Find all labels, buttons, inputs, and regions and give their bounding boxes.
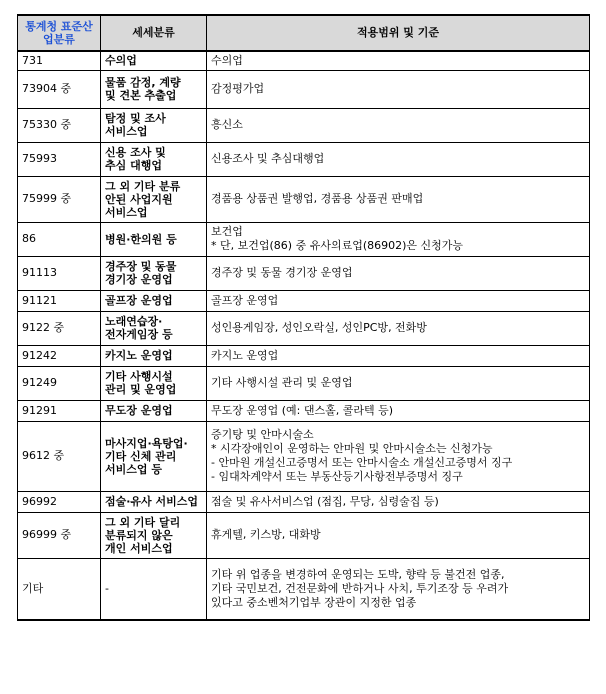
category-line: 서비스업 [105, 125, 148, 138]
scope-line: 골프장 운영업 [211, 293, 279, 307]
category-line: - [105, 581, 109, 595]
category-line: 기타 사행시설 [105, 370, 173, 383]
row-category [101, 290, 207, 311]
row-scope [207, 491, 590, 512]
row-category [101, 421, 207, 491]
row-category [101, 366, 207, 400]
table-body [18, 51, 590, 620]
scope-line: 기타 위 업종을 변경하여 운영되는 도박, 향락 등 불건전 업종, [211, 567, 505, 581]
scope-line: 신용조사 및 추심대행업 [211, 152, 325, 165]
table-row [18, 345, 590, 366]
scope-line: - 임대차계약서 또는 부동산등기사항전부증명서 징구 [211, 470, 463, 483]
category-line: 마사지업·욕탕업· [105, 436, 188, 450]
row-category [101, 491, 207, 512]
scope-line: 증기탕 및 안마시술소 [211, 428, 314, 441]
scope-line: 기타 사행시설 관리 및 운영업 [211, 376, 353, 389]
row-scope [207, 558, 590, 620]
row-scope [207, 512, 590, 558]
table-header [18, 15, 590, 51]
header-category: 세세분류 [101, 15, 207, 51]
row-code: 91249 [18, 366, 101, 400]
row-code: 91242 [18, 345, 101, 366]
row-scope [207, 366, 590, 400]
category-line: 수의업 [105, 54, 137, 68]
header-scope: 적용범위 및 기준 [207, 15, 590, 51]
table-row [18, 311, 590, 345]
row-code: 9122 중 [18, 311, 101, 345]
category-line: 전자게임장 등 [105, 328, 173, 341]
row-category [101, 222, 207, 256]
category-line: 서비스업 등 [105, 462, 162, 476]
category-line: 노래연습장· [105, 315, 163, 328]
category-line: 카지노 운영업 [105, 349, 173, 362]
table-row [18, 142, 590, 176]
scope-line: 경품용 상품권 발행업, 경품용 상품권 판매업 [211, 192, 424, 205]
scope-line: 카지노 운영업 [211, 348, 279, 362]
scope-line: 휴게텔, 키스방, 대화방 [211, 528, 321, 541]
row-scope [207, 142, 590, 176]
header-code: 통계청 표준산업분류 [18, 15, 101, 51]
row-category [101, 108, 207, 142]
row-scope [207, 70, 590, 108]
scope-line: 보건업 [211, 225, 243, 238]
category-line: 점술·유사 서비스업 [105, 495, 199, 508]
table-row [18, 558, 590, 620]
table-row [18, 366, 590, 400]
category-line: 그 외 기타 달리 [105, 515, 181, 529]
category-line: 병원·한의원 등 [105, 232, 177, 246]
table-row [18, 512, 590, 558]
table-row [18, 400, 590, 421]
row-category [101, 142, 207, 176]
category-line: 그 외 기타 분류 [105, 179, 181, 193]
row-category [101, 70, 207, 108]
scope-line: 경주장 및 동물 경기장 운영업 [211, 266, 353, 279]
table-row [18, 51, 590, 70]
table-row [18, 222, 590, 256]
scope-line: 흥신소 [211, 118, 243, 131]
row-scope [207, 51, 590, 70]
row-scope [207, 176, 590, 222]
category-line: 경기장 운영업 [105, 273, 173, 286]
category-line: 경주장 및 동물 [105, 260, 177, 273]
category-line: 추심 대행업 [105, 159, 162, 172]
category-line: 기타 신체 관리 [105, 449, 177, 463]
row-scope [207, 421, 590, 491]
scope-line: 성인용게임장, 성인오락실, 성인PC방, 전화방 [211, 321, 427, 334]
scope-line: - 안마원 개설신고증명서 또는 안마시술소 개설신고증명서 징구 [211, 456, 513, 469]
scope-line: 기타 국민보건, 건전문화에 반하거나 사치, 투기조장 등 우려가 [211, 581, 509, 595]
row-category [101, 512, 207, 558]
row-category [101, 345, 207, 366]
table-row [18, 256, 590, 290]
category-line: 물품 감정, 계량 [105, 76, 181, 89]
category-line: 무도장 운영업 [105, 404, 173, 417]
row-code: 91113 [18, 256, 101, 290]
category-line: 서비스업 [105, 205, 148, 219]
row-category [101, 311, 207, 345]
row-scope [207, 222, 590, 256]
row-category [101, 51, 207, 70]
row-scope [207, 290, 590, 311]
row-code: 731 [18, 51, 101, 70]
category-line: 개인 서비스업 [105, 541, 173, 555]
scope-line: * 시각장애인이 운영하는 안마원 및 안마시술소는 신청가능 [211, 442, 493, 455]
row-category [101, 400, 207, 421]
row-category [101, 256, 207, 290]
scope-line: * 단, 보건업(86) 중 유사의료업(86902)은 신청가능 [211, 239, 464, 252]
category-line: 관리 및 운영업 [105, 383, 177, 396]
excluded-industries-table [17, 14, 590, 621]
row-code: 75993 [18, 142, 101, 176]
table-row [18, 290, 590, 311]
table-row [18, 70, 590, 108]
category-line: 골프장 운영업 [105, 294, 173, 307]
scope-line: 점술 및 유사서비스업 (점집, 무당, 심령술집 등) [211, 494, 439, 508]
table-row [18, 176, 590, 222]
category-line: 및 견본 추출업 [105, 89, 177, 102]
row-scope [207, 108, 590, 142]
table-row [18, 491, 590, 512]
row-category [101, 176, 207, 222]
row-scope [207, 400, 590, 421]
row-code: 75330 중 [18, 108, 101, 142]
scope-line: 있다고 중소벤처기업부 장관이 지정한 업종 [211, 595, 417, 609]
row-code: 96999 중 [18, 512, 101, 558]
table-row [18, 108, 590, 142]
scope-line: 무도장 운영업 (예: 댄스홀, 콜라텍 등) [211, 403, 394, 417]
category-line: 탐정 및 조사 [105, 112, 166, 125]
table-row [18, 421, 590, 491]
row-code: 기타 [18, 558, 101, 620]
category-line: 신용 조사 및 [105, 146, 166, 159]
row-scope [207, 345, 590, 366]
scope-line: 수의업 [211, 53, 243, 67]
scope-line: 감정평가업 [211, 82, 265, 95]
category-line: 안된 사업지원 [105, 192, 173, 206]
category-line: 분류되지 않은 [105, 528, 173, 542]
row-code: 86 [18, 222, 101, 256]
row-code: 91291 [18, 400, 101, 421]
row-scope [207, 311, 590, 345]
row-code: 9612 중 [18, 421, 101, 491]
row-code: 75999 중 [18, 176, 101, 222]
row-code: 73904 중 [18, 70, 101, 108]
row-code: 96992 [18, 491, 101, 512]
row-category [101, 558, 207, 620]
row-scope [207, 256, 590, 290]
row-code: 91121 [18, 290, 101, 311]
